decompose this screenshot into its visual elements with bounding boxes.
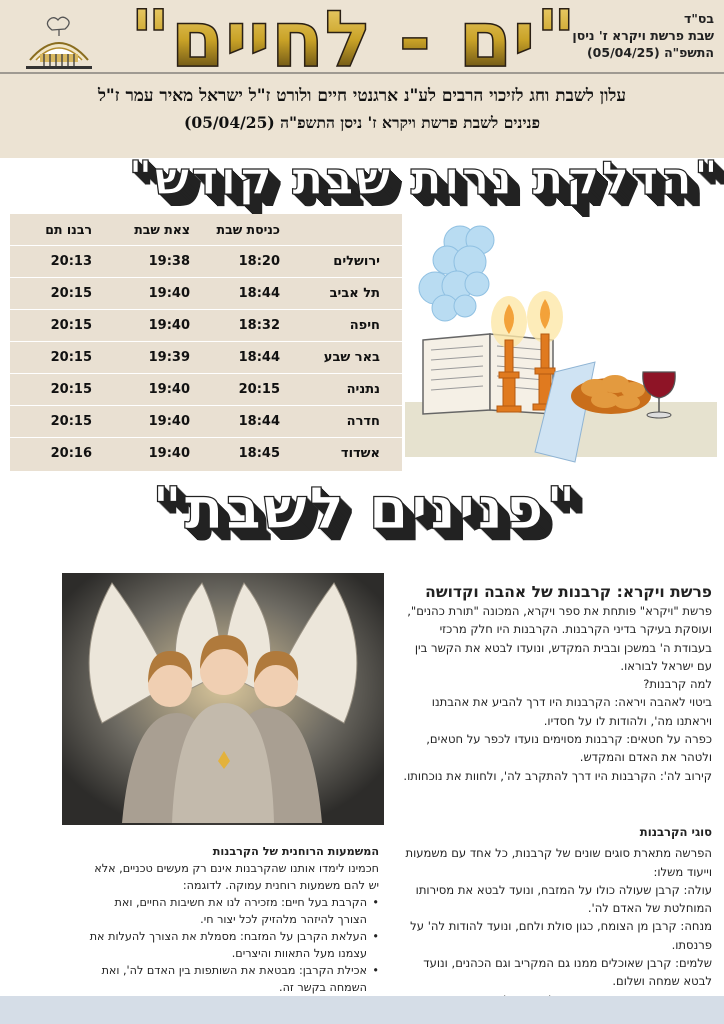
rabbeinu-tam-time: 20:13 (50, 254, 92, 269)
candle-lighting-banner: "הדלקת נרות שבת קודש" (128, 151, 720, 205)
list-item: • הקרבת בעל חיים: מזכירה לנו את חשיבות החיים, ואת הצורך להיזהר מלהזיק לכל יצור חי. (89, 894, 367, 928)
spiritual-meaning-title: המשמעות הרוחנית של הקרבנות (212, 845, 379, 858)
bsd-label: בס"ד (684, 11, 714, 26)
article-paragraph: קירוב לה': הקרבנות היו דרך להתקרב לה', ולחוות את נוכחותו. (403, 768, 712, 783)
table-row (10, 438, 402, 470)
table-row (10, 246, 402, 278)
exit-time: 19:40 (148, 446, 190, 461)
parasha-line-1: שבת פרשת ויקרא ז' ניסן (572, 28, 714, 43)
table-row (10, 374, 402, 406)
entry-time: 18:45 (238, 446, 280, 461)
dedication-line: עלון לשבת וחג לזיכוי הרבים לע"נ ארגנטי חיים ולורט ז"ל ישראל מאיר עמר ז"ל (97, 86, 627, 106)
article-paragraph: ביטוי לאהבה ויראה: הקרבנות היו דרך להביע את אהבתנו ויראתנו מה', ולהודות לו על חסדיו. (431, 695, 712, 728)
issue-subtitle: פנינים לשבת פרשת ויקרא ז' ניסן התשפ"ה (05/04/25) (183, 113, 541, 132)
exit-time: 19:39 (148, 350, 190, 365)
city-name: חדרה (346, 414, 380, 429)
entry-time: 18:44 (238, 414, 280, 429)
entry-time: 18:44 (238, 350, 280, 365)
exit-time: 19:40 (148, 286, 190, 301)
spiritual-meaning-list (89, 894, 379, 996)
angels-image (62, 573, 384, 825)
column-header-entry: כניסת שבת (216, 222, 280, 237)
list-item: • העלאת הקרבן על המזבח: מסמלת את הצורך להעלות את עצמנו מעל התאוות והיצרים. (89, 928, 367, 962)
exit-time: 19:38 (148, 254, 190, 269)
candle-times-table (10, 214, 402, 471)
city-name: באר שבע (323, 350, 380, 365)
table-header-row (10, 214, 402, 246)
rabbeinu-tam-time: 20:15 (50, 318, 92, 333)
article-title: פרשת ויקרא: קרבנות של אהבה וקדושה (425, 583, 712, 601)
exit-time: 19:40 (148, 414, 190, 429)
smoke-cloud-icon (419, 226, 494, 321)
table-row (10, 310, 402, 342)
rabbeinu-tam-time: 20:15 (50, 382, 92, 397)
article-paragraph: למה קרבנות? (643, 677, 712, 692)
city-name: תל אביב (329, 286, 380, 301)
spiritual-meaning-section (89, 843, 379, 996)
pearls-for-shabbat-banner: "פנינים לשבת" (152, 474, 578, 542)
city-name: אשדוד (340, 446, 380, 461)
list-item: • אכילת הקרבן: מבטאת את השותפות בין האדם לה', ואת השמחה בקשר זה. (89, 962, 367, 996)
article-paragraph: כפרה על חטאים: קרבנות מסוימים נועדו לכפר על חטאים, ולטהר את האדם והמקדש. (426, 732, 712, 765)
parasha-line-2: התשפ"ה (05/04/25) (586, 45, 714, 60)
sacrifice-types-line: עולה: קרבן שעולה כולו על המזבח, ונועד לבטא את מסירותו המוחלטת של האדם לה'. (415, 882, 712, 916)
city-name: חיפה (349, 318, 380, 333)
sacrifice-types-line: שלמים: קרבן שאוכלים ממנו גם המקריב וגם הכהנים, ונועד לבטא שמחה ושלום. (423, 956, 712, 989)
shabbat-table-illustration (405, 222, 717, 467)
column-header-rabbeinu-tam: רבנו תם (45, 222, 92, 237)
rabbeinu-tam-time: 20:16 (50, 446, 92, 461)
footer-band (0, 996, 724, 1024)
exit-time: 19:40 (148, 382, 190, 397)
entry-time: 18:20 (238, 254, 280, 269)
open-book-icon (423, 334, 553, 414)
sacrifice-types-section (402, 823, 712, 1009)
table-row (10, 342, 402, 374)
masthead-title: "ים - לחיים" (129, 0, 577, 78)
rabbeinu-tam-time: 20:15 (50, 286, 92, 301)
entry-time: 20:15 (238, 382, 280, 397)
sacrifice-types-line: הפרשה מתארת סוגים שונים של קרבנות, כל אחד עם משמעות וייעוד משלו: (405, 846, 712, 879)
column-header-exit: צאת שבת (134, 222, 190, 237)
city-name: ירושלים (333, 254, 380, 269)
rabbeinu-tam-time: 20:15 (50, 350, 92, 365)
article-paragraph: פרשת "ויקרא" פותחת את ספר ויקרא, המכונה "תורת כהנים", ועוסקת בעיקר בדיני הקרבנות. הקרבנות היו חלק מרכזי בעבודת ה' במשכן ובבית המקדש, ונועדו לבטא את הקשר בין עם ישראל לבוראו. (407, 604, 712, 673)
temple-logo-icon (22, 16, 96, 74)
table-row (10, 406, 402, 438)
spiritual-meaning-intro: חכמינו לימדו אותנו שהקרבנות אינם רק מעשים טכניים, אלא יש להם משמעות רוחנית עמוקה. לדוגמה: (94, 862, 379, 892)
sacrifice-types-line: מנחה: קרבן מן הצומח, כגון סולת ולחם, ונועד להודות לה' על פרנסתו. (410, 919, 712, 952)
entry-time: 18:32 (238, 318, 280, 333)
column-header-city (300, 214, 380, 246)
city-name: נתניה (346, 382, 380, 397)
exit-time: 19:40 (148, 318, 190, 333)
rabbeinu-tam-time: 20:15 (50, 414, 92, 429)
masthead (118, 0, 588, 78)
entry-time: 18:44 (238, 286, 280, 301)
sacrifice-types-title: סוגי הקרבנות (639, 825, 712, 839)
table-row (10, 278, 402, 310)
article-body (402, 602, 712, 785)
